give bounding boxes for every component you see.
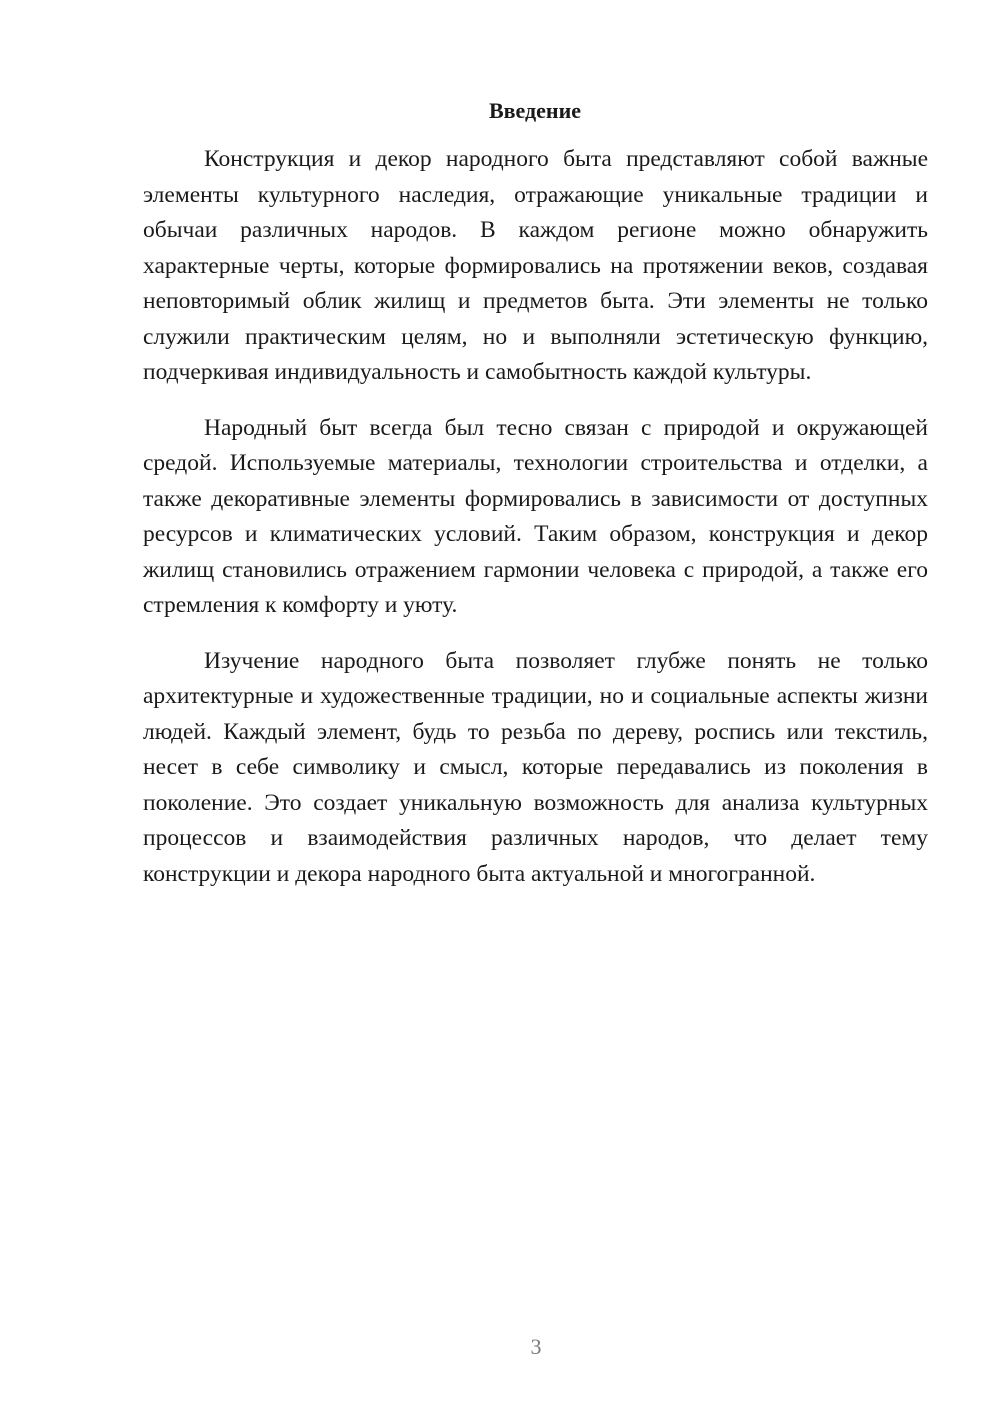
paragraph-2: Народный быт всегда был тесно связан с природой и окружающей средой. Используемые материалы, технологии строительства и отделки, а также декоративные элементы формировались в зависимости от доступных ресурсов и климатических условий. Таким образом, конструкция и декор жилищ становились отражением гармонии человека с природой, а также его стремления к комфорту и уюту. [143, 414, 928, 618]
paragraph-1: Конструкция и декор народного быта представляют собой важные элементы культурного наследия, отражающие уникальные традиции и обычаи различных народов. В каждом регионе можно обнаружить характерные черты, которые формировались на протяжении веков, создавая неповторимый облик жилищ и предметов быта. Эти элементы не только служили практическим целям, но и выполняли эстетическую функцию, подчеркивая индивидуальность и самобытность каждой культуры. [143, 146, 928, 385]
section-title: Введение [488, 98, 582, 123]
body-text [143, 142, 928, 912]
paragraph-3: Изучение народного быта позволяет глубже понять не только архитектурные и художественные традиции, но и социальные аспекты жизни людей. Каждый элемент, будь то резьба по дереву, роспись или текстиль, несет в себе символику и смысл, которые передавались из поколения в поколение. Это создает уникальную возможность для анализа культурных процессов и взаимодействия различных народов, что делает тему конструкции и декора народного быта актуальной и многогранной. [143, 647, 928, 887]
page-number: 3 [530, 1334, 542, 1359]
